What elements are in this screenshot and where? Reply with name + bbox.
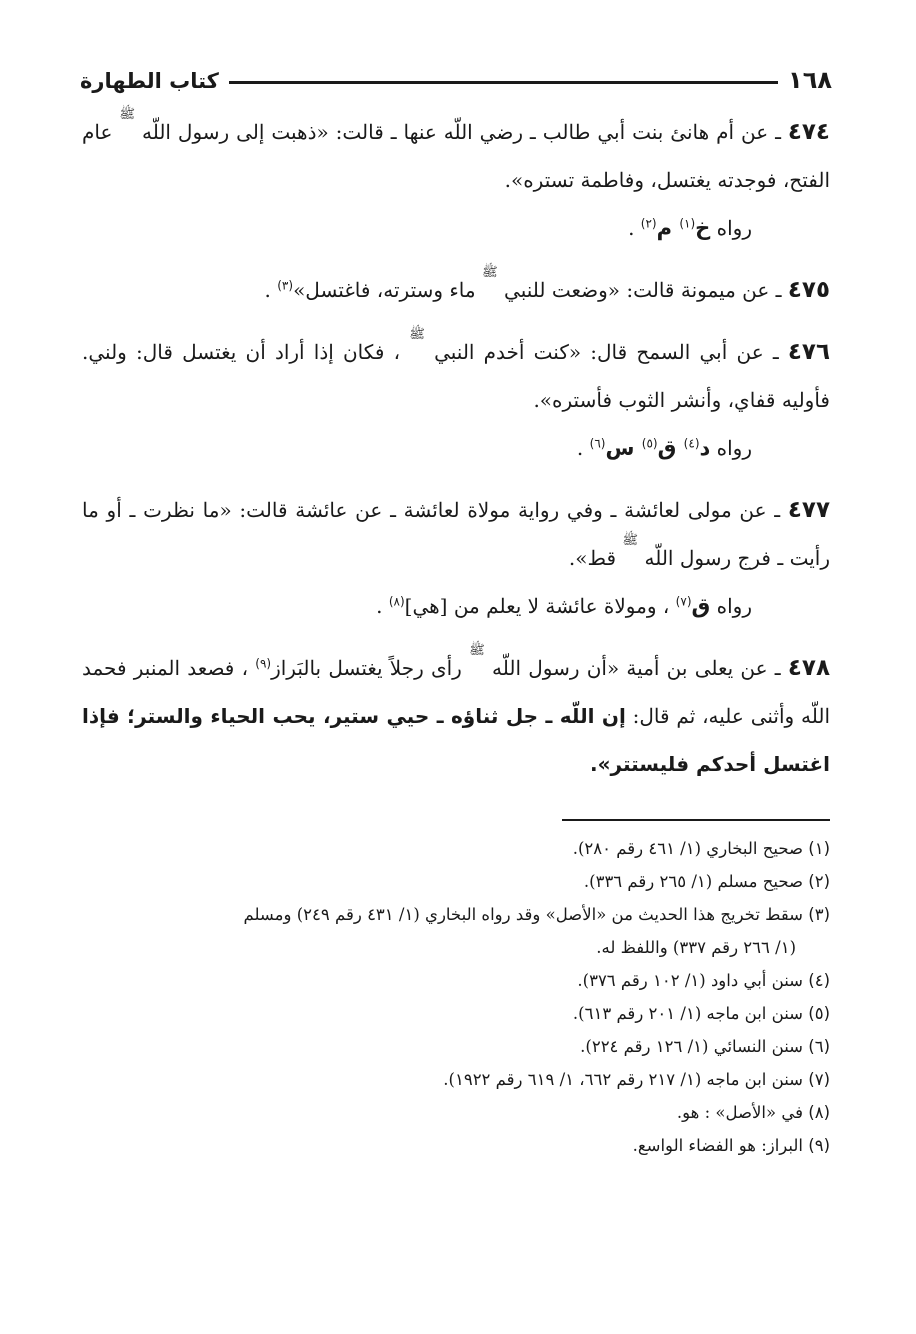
emphasized-quote: إن اللّه ـ جل ثناؤه ـ حيي ستير، يحب الحياء والستر؛ فإذا اغتسل أحدكم فليستتر	[82, 704, 830, 776]
footnote-ref[interactable]: (٨)	[388, 594, 405, 609]
footnote-ref[interactable]: (١)	[679, 216, 696, 231]
footnote-number: (٩)	[808, 1136, 830, 1155]
book-title: كتاب الطهارة	[80, 69, 219, 93]
hadith-number: ٤٧٨	[787, 655, 831, 681]
header-rule	[229, 81, 778, 84]
salawat-glyph: ﷺ	[119, 107, 136, 122]
hadith-number: ٤٧٤	[787, 119, 830, 145]
narration-line: رواه ق$^{(٧)}$ ، ومولاة عائشة لا يعلم من [هي]$^{(٨)}$ .	[376, 594, 752, 618]
footnote-3: (٣) سقط تخريج هذا الحديث من «الأصل» وقد رواه البخاري (١/ ٤٣١ رقم ٢٤٩) ومسلم	[243, 905, 830, 924]
source-siglum: خ	[695, 216, 711, 240]
footnote-3-continued: (١/ ٢٦٦ رقم ٣٣٧) واللفظ له.	[596, 938, 796, 957]
footnote-ref[interactable]: (٢)	[640, 216, 657, 231]
hadith-text: ٤٧٦ ـ عن أبي السمح قال: «كنت أخدم النبي $^ﷺ$ ، فكان إذا أراد أن يغتسل قال: ولني. فأوليه قفاي، وأنشر الثوب فأستره».	[82, 327, 830, 412]
hadith-number: ٤٧٧	[787, 497, 830, 523]
footnote-number: (٥)	[808, 1004, 830, 1023]
hadith-475	[82, 266, 830, 314]
narration-line: رواه د$^{(٤)}$ ق$^{(٥)}$ س$^{(٦)}$ .	[576, 436, 752, 460]
footnote-8: (٨) في «الأصل» : هو.	[676, 1103, 830, 1122]
footnote-number: (٨)	[808, 1103, 830, 1122]
hadith-476	[82, 328, 830, 472]
footnote-ref[interactable]: (٩)	[255, 656, 272, 671]
footnote-2: (٢) صحيح مسلم (١/ ٢٦٥ رقم ٣٣٦).	[583, 872, 830, 891]
footnotes	[82, 832, 830, 1162]
hadith-478	[82, 644, 830, 788]
hadith-477	[82, 486, 830, 630]
source-siglum: ق	[691, 594, 711, 618]
main-text	[82, 108, 830, 802]
footnote-number: (٢)	[808, 872, 830, 891]
source-siglum: س	[605, 436, 642, 460]
page-number: ١٦٨	[788, 66, 832, 94]
source-siglum: د	[699, 436, 711, 460]
source-siglum: م	[656, 216, 680, 240]
footnote-ref[interactable]: (٧)	[675, 594, 692, 609]
hadith-number: ٤٧٥	[787, 277, 830, 303]
footnote-number: (٦)	[808, 1037, 830, 1056]
footnote-number: (٧)	[808, 1070, 830, 1089]
footnote-1: (١) صحيح البخاري (١/ ٤٦١ رقم ٢٨٠).	[572, 839, 830, 858]
narration-line: رواه خ$^{(١)}$ م$^{(٢)}$ .	[628, 216, 752, 240]
hadith-text: ٤٧٨ ـ عن يعلى بن أمية «أن رسول اللّه $^ﷺ$ رأى رجلاً يغتسل بالبَراز$^{(٩)}$ ، فصعد المنبر فحمد اللّه وأثنى عليه، ثم قال: إن اللّه ـ جل ثناؤه ـ حيي ستير، يحب الحياء والستر؛ فإذا اغتسل أحدكم فليستتر».	[82, 643, 831, 776]
footnote-ref[interactable]: (٤)	[683, 436, 700, 451]
salawat-glyph: ﷺ	[622, 533, 639, 548]
footnote-6: (٦) سنن النسائي (١/ ١٢٦ رقم ٢٢٤).	[580, 1037, 830, 1056]
footnote-separator	[562, 819, 830, 821]
footnote-ref[interactable]: (٥)	[641, 436, 658, 451]
footnote-4: (٤) سنن أبي داود (١/ ١٠٢ رقم ٣٧٦).	[577, 971, 830, 990]
footnote-5: (٥) سنن ابن ماجه (١/ ٢٠١ رقم ٦١٣).	[572, 1004, 830, 1023]
hadith-number: ٤٧٦	[787, 339, 830, 365]
footnote-ref[interactable]: (٣)	[277, 278, 294, 293]
hadith-text: ٤٧٤ ـ عن أم هانئ بنت أبي طالب ـ رضي اللّه عنها ـ قالت: «ذهبت إلى رسول اللّه $^ﷺ$ عام الفتح، فوجدته يغتسل، وفاطمة تستره».	[82, 107, 830, 192]
salawat-glyph: ﷺ	[409, 327, 425, 342]
footnote-ref[interactable]: (٦)	[589, 436, 606, 451]
footnote-9: (٩) البراز: هو الفضاء الواسع.	[632, 1136, 830, 1155]
footnote-number: (٣)	[808, 905, 830, 924]
hadith-474	[82, 108, 830, 252]
source-siglum: ق	[657, 436, 684, 460]
footnote-number: (٤)	[808, 971, 830, 990]
footnote-number: (١)	[808, 839, 830, 858]
salawat-glyph: ﷺ	[481, 265, 498, 280]
footnote-7: (٧) سنن ابن ماجه (١/ ٢١٧ رقم ٦٦٢، ١/ ٦١٩ رقم ١٩٢٢).	[443, 1070, 830, 1089]
hadith-text: ٤٧٥ ـ عن ميمونة قالت: «وضعت للنبي $^ﷺ$ ماء وسترته، فاغتسل»$^{(٣)}$ .	[264, 265, 830, 303]
hadith-text: ٤٧٧ ـ عن مولى لعائشة ـ وفي رواية مولاة لعائشة ـ عن عائشة قالت: «ما نظرت ـ أو ما رأيت ـ فرج رسول اللّه $^ﷺ$ قط».	[82, 497, 830, 570]
running-header	[80, 52, 832, 92]
salawat-glyph: ﷺ	[469, 643, 485, 658]
